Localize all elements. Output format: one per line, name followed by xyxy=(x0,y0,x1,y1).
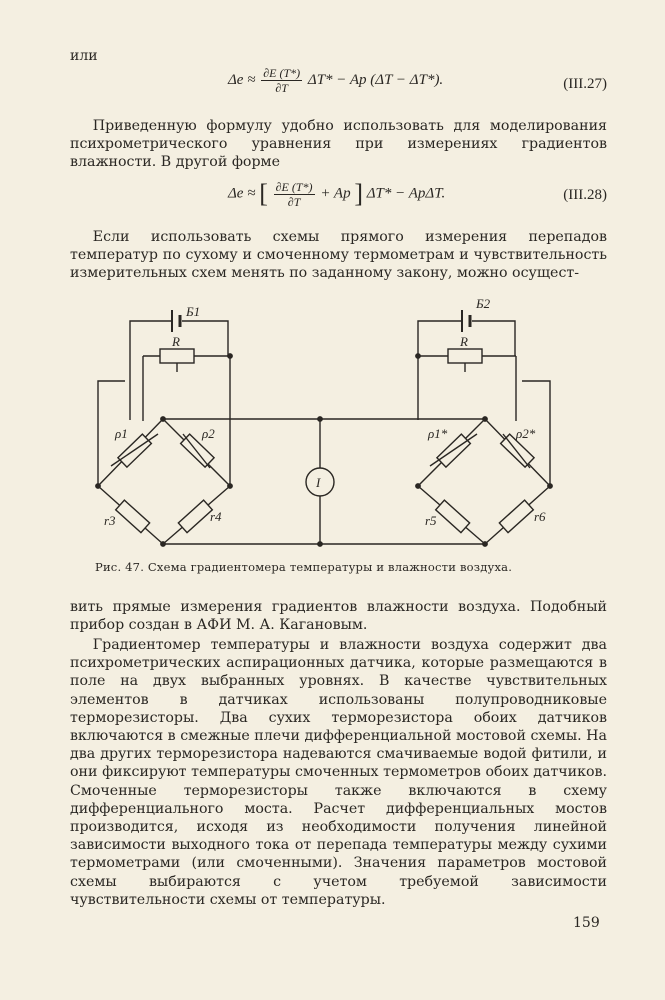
formula-28-mid: + Ap xyxy=(320,185,351,202)
label-b1: Б1 xyxy=(186,304,201,319)
formula-28-numerator: ∂E (T*) xyxy=(275,179,313,194)
formula-27-lhs: Δe ≈ xyxy=(228,71,256,88)
equation-number-28: (III.28) xyxy=(563,187,607,203)
paragraph-3: вить прямые измерения градиентов влажности воздуха. Подобный прибор создан в АФИ М. А. Кагановым. xyxy=(70,599,607,634)
formula-28-bracket-open: [ xyxy=(259,179,268,208)
equation-number-27: (III.27) xyxy=(563,76,607,92)
label-r4: r4 xyxy=(210,509,222,524)
paragraph-2: Если использовать схемы прямого измерения перепадов температур по сухому и смоченному термометрам и чувствительность измерительных схем менять по заданному закону, можно осущест- xyxy=(70,229,607,282)
paragraph-4: Градиентомер температуры и влажности воздуха содержит два психрометрических аспирационных датчика, которые размещаются в поле на двух выбранных уровнях. В качестве чувствительных элементов в датчиках использованы полупроводниковые терморезисторы. Два сухих терморезистора обоих датчиков включаются в смежные плечи дифференциальной мостовой схемы. На два других терморезистора надеваются смачиваемые водой фитили, и они фиксируют температуры смоченных термометров обоих датчиков. Смоченные терморезисторы также включаются в схему дифференциального моста. Расчет дифференциальных мостов производится, исходя из необходимости получения линейной зависимости выходного тока от перепада температуры между сухими термометрами (или смоченными). Значения параметров мостовой схемы выбираются с учетом требуемой зависимости чувствительности схемы от температуры. xyxy=(70,637,607,908)
formula-28-denominator: ∂T xyxy=(287,194,301,209)
formula-27-denominator: ∂T xyxy=(275,81,288,95)
label-p2s: ρ2* xyxy=(516,426,536,441)
right-r-wire xyxy=(418,356,516,421)
left-r4 xyxy=(178,500,212,532)
figure-caption: Рис. 47. Схема градиентомера температуры и влажности воздуха. xyxy=(95,560,513,574)
right-r5 xyxy=(436,500,470,532)
right-r6 xyxy=(499,500,533,532)
right-resistor-r xyxy=(448,349,482,363)
page-number: 159 xyxy=(573,915,600,931)
formula-27-fraction xyxy=(261,66,302,95)
formula-28-rhs: ΔT* − ApΔT. xyxy=(366,185,446,202)
circuit-figure xyxy=(0,296,665,556)
formula-iii-28 xyxy=(228,179,445,209)
left-r-wire xyxy=(143,356,230,421)
formula-27-rhs: ΔT* − Ap (ΔT − ΔT*). xyxy=(307,71,444,88)
label-p1s: ρ1* xyxy=(428,426,448,441)
label-r5: r5 xyxy=(425,513,437,528)
label-r-right: R xyxy=(460,334,468,349)
formula-iii-27 xyxy=(228,66,443,95)
paragraph-1: Приведенную формулу удобно использовать для моделирования психрометрического уравнения при измерениях градиентов влажности. В другой форме xyxy=(70,118,607,171)
formula-28-lhs: Δe ≈ xyxy=(228,185,256,202)
left-r3 xyxy=(116,500,150,532)
label-p1: ρ1 xyxy=(115,426,128,441)
intro-word: или xyxy=(70,48,98,64)
formula-28-fraction xyxy=(274,180,315,209)
label-b2: Б2 xyxy=(476,296,491,311)
label-p2: ρ2 xyxy=(202,426,215,441)
formula-28-bracket-close: ] xyxy=(354,179,363,208)
formula-27-numerator: ∂E (T*) xyxy=(263,66,301,80)
label-r-left: R xyxy=(172,334,180,349)
label-meter: I xyxy=(316,475,321,490)
left-resistor-r xyxy=(160,349,194,363)
label-r3: r3 xyxy=(104,513,116,528)
label-r6: r6 xyxy=(534,509,546,524)
